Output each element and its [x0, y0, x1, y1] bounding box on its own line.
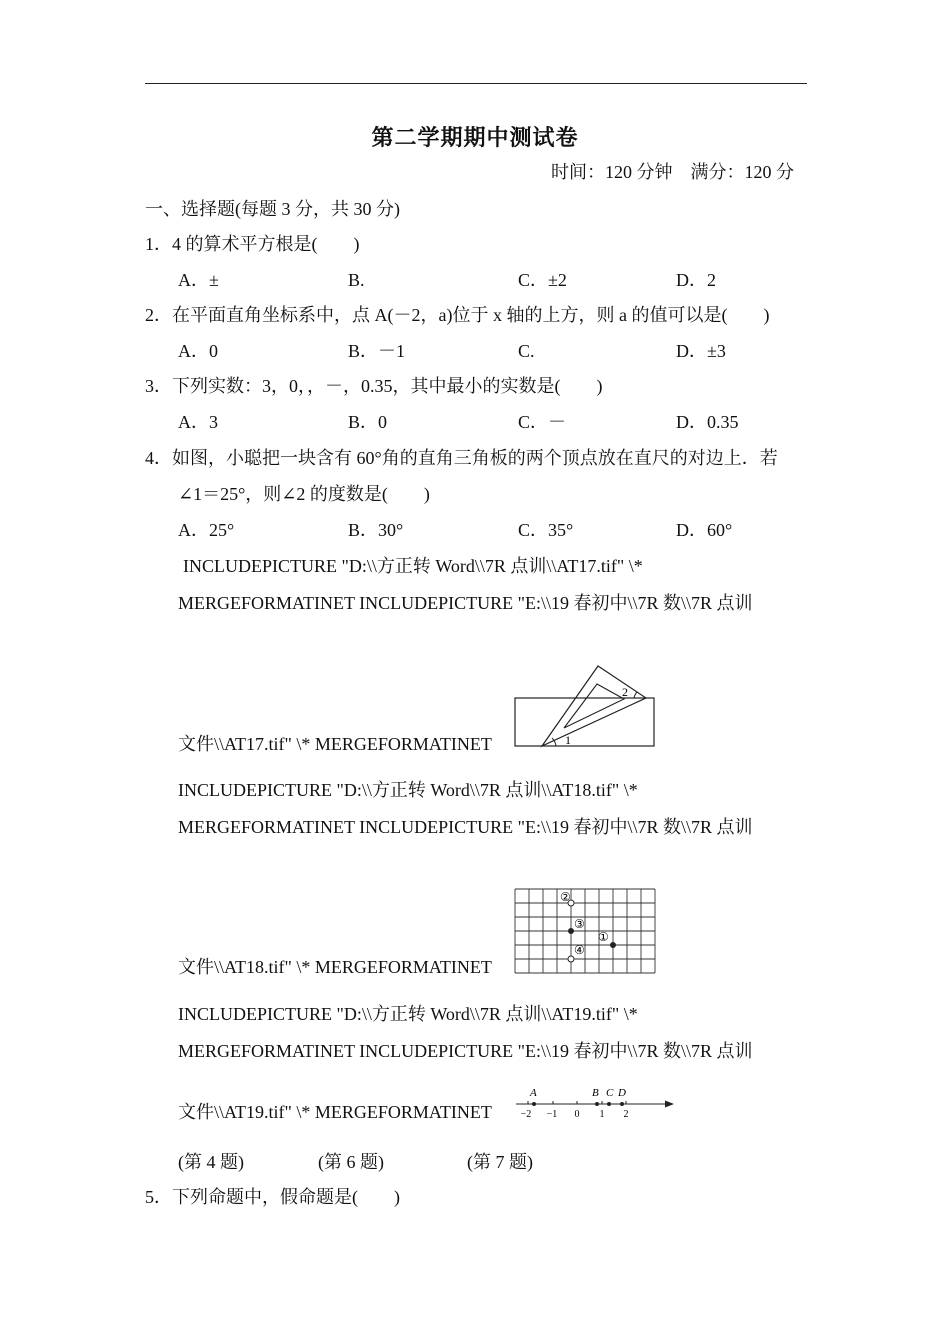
field-code-at19-line1: INCLUDEPICTURE "D:\\方正转 Word\\7R 点训\\AT19.tif" \* — [178, 1004, 638, 1024]
grid-lines — [515, 889, 655, 973]
figure-q7-number-line — [512, 1084, 676, 1120]
q4-option-b: B．30° — [348, 520, 404, 540]
figure-q4-ruler-triangle — [512, 662, 658, 750]
angle-2-label: 2 — [622, 685, 628, 699]
tick-label-0: 0 — [574, 1109, 580, 1120]
point-c-label: C — [606, 1087, 614, 1099]
number-line-arrow — [665, 1101, 674, 1108]
tick-label-neg2: −2 — [520, 1109, 532, 1120]
field-code-at17-line2: MERGEFORMATINET INCLUDEPICTURE "E:\\19 春初中\\7R 数\\7R 点训 — [178, 593, 753, 613]
caption-q4: (第 4 题) — [178, 1152, 244, 1172]
q3-option-a: A．3 — [178, 412, 218, 432]
point-4-label: ④ — [574, 943, 585, 957]
point-d-dot — [620, 1102, 624, 1106]
caption-q7: (第 7 题) — [467, 1152, 533, 1172]
q2-option-b: B．－1 — [348, 341, 406, 361]
angle-1-label: 1 — [565, 733, 571, 747]
q2-option-c: C. — [518, 341, 535, 361]
point-d-label: D — [618, 1087, 626, 1099]
q1-option-d: D．2 — [676, 270, 716, 290]
angle-2-arc — [634, 692, 637, 698]
q2-option-a: A．0 — [178, 341, 218, 361]
field-code-at19-line2: MERGEFORMATINET INCLUDEPICTURE "E:\\19 春初中\\7R 数\\7R 点训 — [178, 1041, 753, 1061]
field-code-at17-line1: INCLUDEPICTURE "D:\\方正转 Word\\7R 点训\\AT17.tif" \* — [183, 556, 643, 576]
q1-option-c: C．±2 — [518, 270, 567, 290]
field-code-at17-line3: 文件\\AT17.tif" \* MERGEFORMATINET — [178, 734, 492, 754]
ruler-shape — [515, 698, 654, 746]
section-heading: 一、选择题(每题 3 分，共 30 分) — [145, 199, 400, 219]
question-1-stem: 1．4 的算术平方根是( ) — [145, 234, 360, 254]
point-3-label: ③ — [574, 917, 585, 931]
question-5-stem: 5．下列命题中，假命题是( ) — [145, 1187, 400, 1207]
caption-q6: (第 6 题) — [318, 1152, 384, 1172]
figure-q6-grid — [514, 888, 658, 974]
time-info: 时间：120 分钟 满分：120 分 — [551, 162, 794, 182]
question-4-stem-line2: ∠1＝25°，则∠2 的度数是( ) — [178, 484, 430, 504]
point-1-label: ① — [598, 930, 609, 944]
q4-option-c: C．35° — [518, 520, 574, 540]
q2-option-d: D．±3 — [676, 341, 726, 361]
point-c-dot — [607, 1102, 611, 1106]
q3-option-b: B．0 — [348, 412, 388, 432]
page-title: 第二学期期中测试卷 — [371, 125, 579, 150]
question-2-stem: 2．在平面直角坐标系中，点 A(－2，a)位于 x 轴的上方，则 a 的值可以是( ) — [145, 305, 770, 325]
question-4-stem-line1: 4．如图，小聪把一块含有 60°角的直角三角板的两个顶点放在直尺的对边上．若 — [145, 448, 778, 468]
question-3-stem: 3．下列实数：3，0，，－，0.35，其中最小的实数是( ) — [145, 376, 603, 396]
q3-option-d: D．0.35 — [676, 412, 739, 432]
tick-label-1: 1 — [599, 1109, 605, 1120]
q4-option-d: D．60° — [676, 520, 733, 540]
field-code-at18-line2: MERGEFORMATINET INCLUDEPICTURE "E:\\19 春初中\\7R 数\\7R 点训 — [178, 817, 753, 837]
q1-option-a: A．± — [178, 270, 219, 290]
point-1-marker — [610, 942, 616, 948]
triangle-outer — [542, 666, 646, 746]
point-b-dot — [595, 1102, 599, 1106]
field-code-at19-line3: 文件\\AT19.tif" \* MERGEFORMATINET — [178, 1102, 492, 1122]
field-code-at18-line1: INCLUDEPICTURE "D:\\方正转 Word\\7R 点训\\AT18.tif" \* — [178, 780, 638, 800]
q3-option-c: C．－ — [518, 412, 567, 432]
q4-option-a: A．25° — [178, 520, 235, 540]
tick-label-neg1: −1 — [546, 1109, 558, 1120]
point-b-label: B — [592, 1087, 599, 1099]
point-2-label: ② — [560, 890, 571, 904]
header-rule — [145, 83, 807, 84]
point-a-dot — [532, 1102, 536, 1106]
point-a-label: A — [530, 1087, 537, 1099]
q1-option-b: B. — [348, 270, 365, 290]
field-code-at18-line3: 文件\\AT18.tif" \* MERGEFORMATINET — [178, 957, 492, 977]
tick-label-2: 2 — [623, 1109, 629, 1120]
